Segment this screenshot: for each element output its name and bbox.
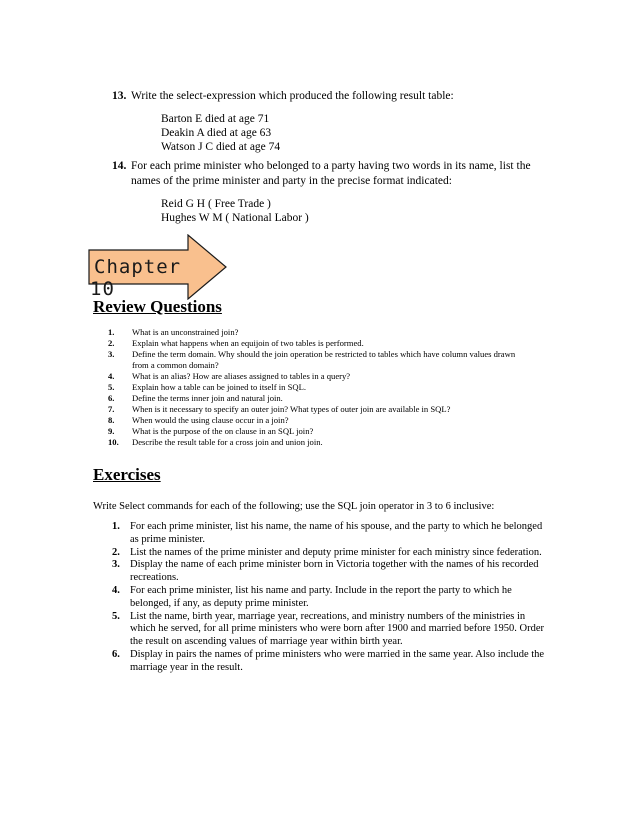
item-text: For each prime minister, list his name and party. Include in the report the party to which he belonged, if any, as deputy prime minister.	[130, 584, 512, 609]
list-item	[108, 371, 528, 382]
item-text: Define the term domain. Why should the join operation be restricted to tables which have column values drawn from a common domain?	[132, 349, 516, 370]
list-item	[112, 585, 552, 611]
question-number: 13.	[112, 90, 127, 102]
list-item	[112, 559, 552, 585]
item-number: 5.	[112, 610, 120, 622]
item-text: When would the using clause occur in a join?	[132, 415, 289, 425]
item-number: 9.	[108, 426, 115, 436]
item-text: Display the name of each prime minister born in Victoria together with the names of his recorded recreations.	[130, 559, 539, 584]
exercises-list	[112, 521, 552, 675]
question-number: 14.	[112, 160, 127, 172]
item-number: 5.	[108, 382, 115, 392]
question-text: For each prime minister who belonged to a party having two words in its name, list the names of the prime minister and party in the precise format indicated:	[131, 160, 531, 187]
list-item	[108, 349, 528, 371]
question-14-result	[161, 197, 309, 225]
review-questions-list	[108, 327, 528, 448]
item-number: 3.	[112, 559, 120, 571]
item-text: For each prime minister, list his name, the name of his spouse, and the party to which he belonged as prime minister.	[130, 521, 543, 545]
list-item	[108, 437, 528, 448]
list-item	[112, 611, 552, 649]
item-text: What is an unconstrained join?	[132, 327, 239, 337]
item-number: 8.	[108, 415, 115, 425]
list-item	[112, 547, 552, 560]
list-item	[108, 327, 528, 338]
exercises-heading: Exercises	[93, 465, 161, 484]
item-number: 6.	[108, 393, 115, 403]
list-item	[108, 382, 528, 393]
item-number: 1.	[108, 327, 115, 337]
item-number: 3.	[108, 349, 115, 359]
item-number: 2.	[112, 546, 120, 558]
item-number: 10.	[108, 437, 119, 447]
item-text: Explain how a table can be joined to itself in SQL.	[132, 382, 306, 392]
item-text: List the name, birth year, marriage year, recreations, and ministry numbers of the ministries in which he served, for all prime ministers who were born after 1900 and married before 1950. Order the result on ascending values of marriage year within birth year.	[130, 610, 545, 648]
exercises-intro: Write Select commands for each of the following; use the SQL join operator in 3 to 6 inclusive:	[93, 501, 495, 512]
item-number: 4.	[112, 584, 120, 596]
review-questions-heading: Review Questions	[93, 297, 222, 316]
result-line: Hughes W M ( National Labor )	[161, 212, 309, 224]
question-13-result	[161, 112, 280, 154]
item-text: What is the purpose of the on clause in an SQL join?	[132, 426, 314, 436]
item-text: Explain what happens when an equijoin of two tables is performed.	[132, 338, 364, 348]
item-number: 2.	[108, 338, 115, 348]
result-line: Reid G H ( Free Trade )	[161, 198, 271, 210]
result-line: Barton E died at age 71	[161, 113, 270, 125]
list-item	[108, 338, 528, 349]
list-item	[112, 521, 552, 547]
item-number: 4.	[108, 371, 115, 381]
list-item	[108, 404, 528, 415]
question-13	[112, 89, 562, 104]
item-text: When is it necessary to specify an outer join? What types of outer join are available in SQL?	[132, 404, 451, 414]
question-text: Write the select-expression which produced the following result table:	[131, 90, 454, 102]
result-line: Deakin A died at age 63	[161, 127, 272, 139]
chapter-number: 10	[90, 278, 115, 300]
list-item	[108, 393, 528, 404]
list-item	[108, 426, 528, 437]
list-item	[112, 649, 552, 675]
item-text: Describe the result table for a cross join and union join.	[132, 437, 323, 447]
item-number: 1.	[112, 521, 120, 532]
item-text: What is an alias? How are aliases assigned to tables in a query?	[132, 371, 351, 381]
item-text: Define the terms inner join and natural join.	[132, 393, 283, 403]
list-item	[108, 415, 528, 426]
item-text: Display in pairs the names of prime ministers who were married in the same year. Also include the marriage year in the result.	[130, 648, 545, 673]
item-number: 6.	[112, 648, 120, 660]
item-number: 7.	[108, 404, 115, 414]
result-line: Watson J C died at age 74	[161, 141, 281, 153]
question-14	[112, 159, 562, 189]
chapter-label: Chapter	[94, 256, 182, 278]
item-text: List the names of the prime minister and deputy prime minister for each ministry since federation.	[130, 546, 542, 558]
